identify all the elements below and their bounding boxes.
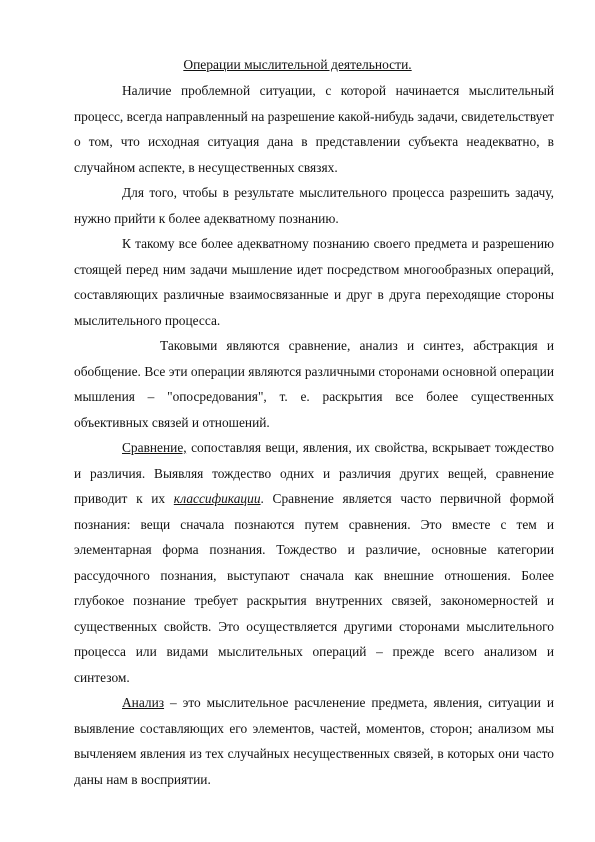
paragraph-2: Для того, чтобы в результате мыслительного процесса разрешить задачу, нужно прийти к более адекватному познанию. bbox=[74, 185, 554, 226]
document-title: Операции мыслительной деятельности. bbox=[183, 57, 412, 72]
term-comparison: Сравнение, bbox=[122, 440, 187, 455]
paragraph-5-text-a: сопоставляя вещи, явления, их свойства, вскрывает тождество и различия. Выявляя тождество одних и различия других вещей, сравнение приводит к их bbox=[74, 440, 554, 506]
term-classification: классификации bbox=[173, 491, 261, 506]
paragraph-5 bbox=[74, 435, 554, 690]
paragraph-6-text: – это мыслительное расчленение предмета, явления, ситуации и выявление составляющих его элементов, частей, моментов, сторон; анализом мы вычленяем явления из тех случайных несущественных связей, в которых они часто даны нам в восприятии. bbox=[74, 695, 554, 787]
paragraph-6 bbox=[74, 690, 554, 792]
paragraph-3: К такому все более адекватному познанию своего предмета и разрешению стоящей перед ним задачи мышление идет посредством многообразных операций, составляющих различные взаимосвязанные и друг в друга переходящие стороны мыслительного процесса. bbox=[74, 236, 554, 328]
term-analysis: Анализ bbox=[122, 695, 165, 710]
paragraph-1: Наличие проблемной ситуации, с которой начинается мыслительный процесс, всегда направленный на разрешение какой-нибудь задачи, свидетельствует о том, что исходная ситуация дана в представлении субъекта неадекватно, в случайном аспекте, в несущественных связях. bbox=[74, 83, 555, 175]
paragraph-4: Таковыми являются сравнение, анализ и синтез, абстракция и обобщение. Все эти операции являются различными сторонами основной операции мышления – "опосредования", т. е. раскрытия все более существенных объективных связей и отношений. bbox=[74, 338, 554, 430]
paragraph-5-text-b: . Сравнение является часто первичной формой познания: вещи сначала познаются путем сравнения. Это вместе с тем и элементарная форма познания. Тождество и различие, основные категории рассудочного познания, выступают сначала как внешние отношения. Более глубокое познание требует раскрытия внутренних связей, закономерностей и существенных свойств. Это осуществляется другими сторонами мыслительного процесса или видами мыслительных операций – прежде всего анализом и синтезом. bbox=[74, 491, 554, 685]
